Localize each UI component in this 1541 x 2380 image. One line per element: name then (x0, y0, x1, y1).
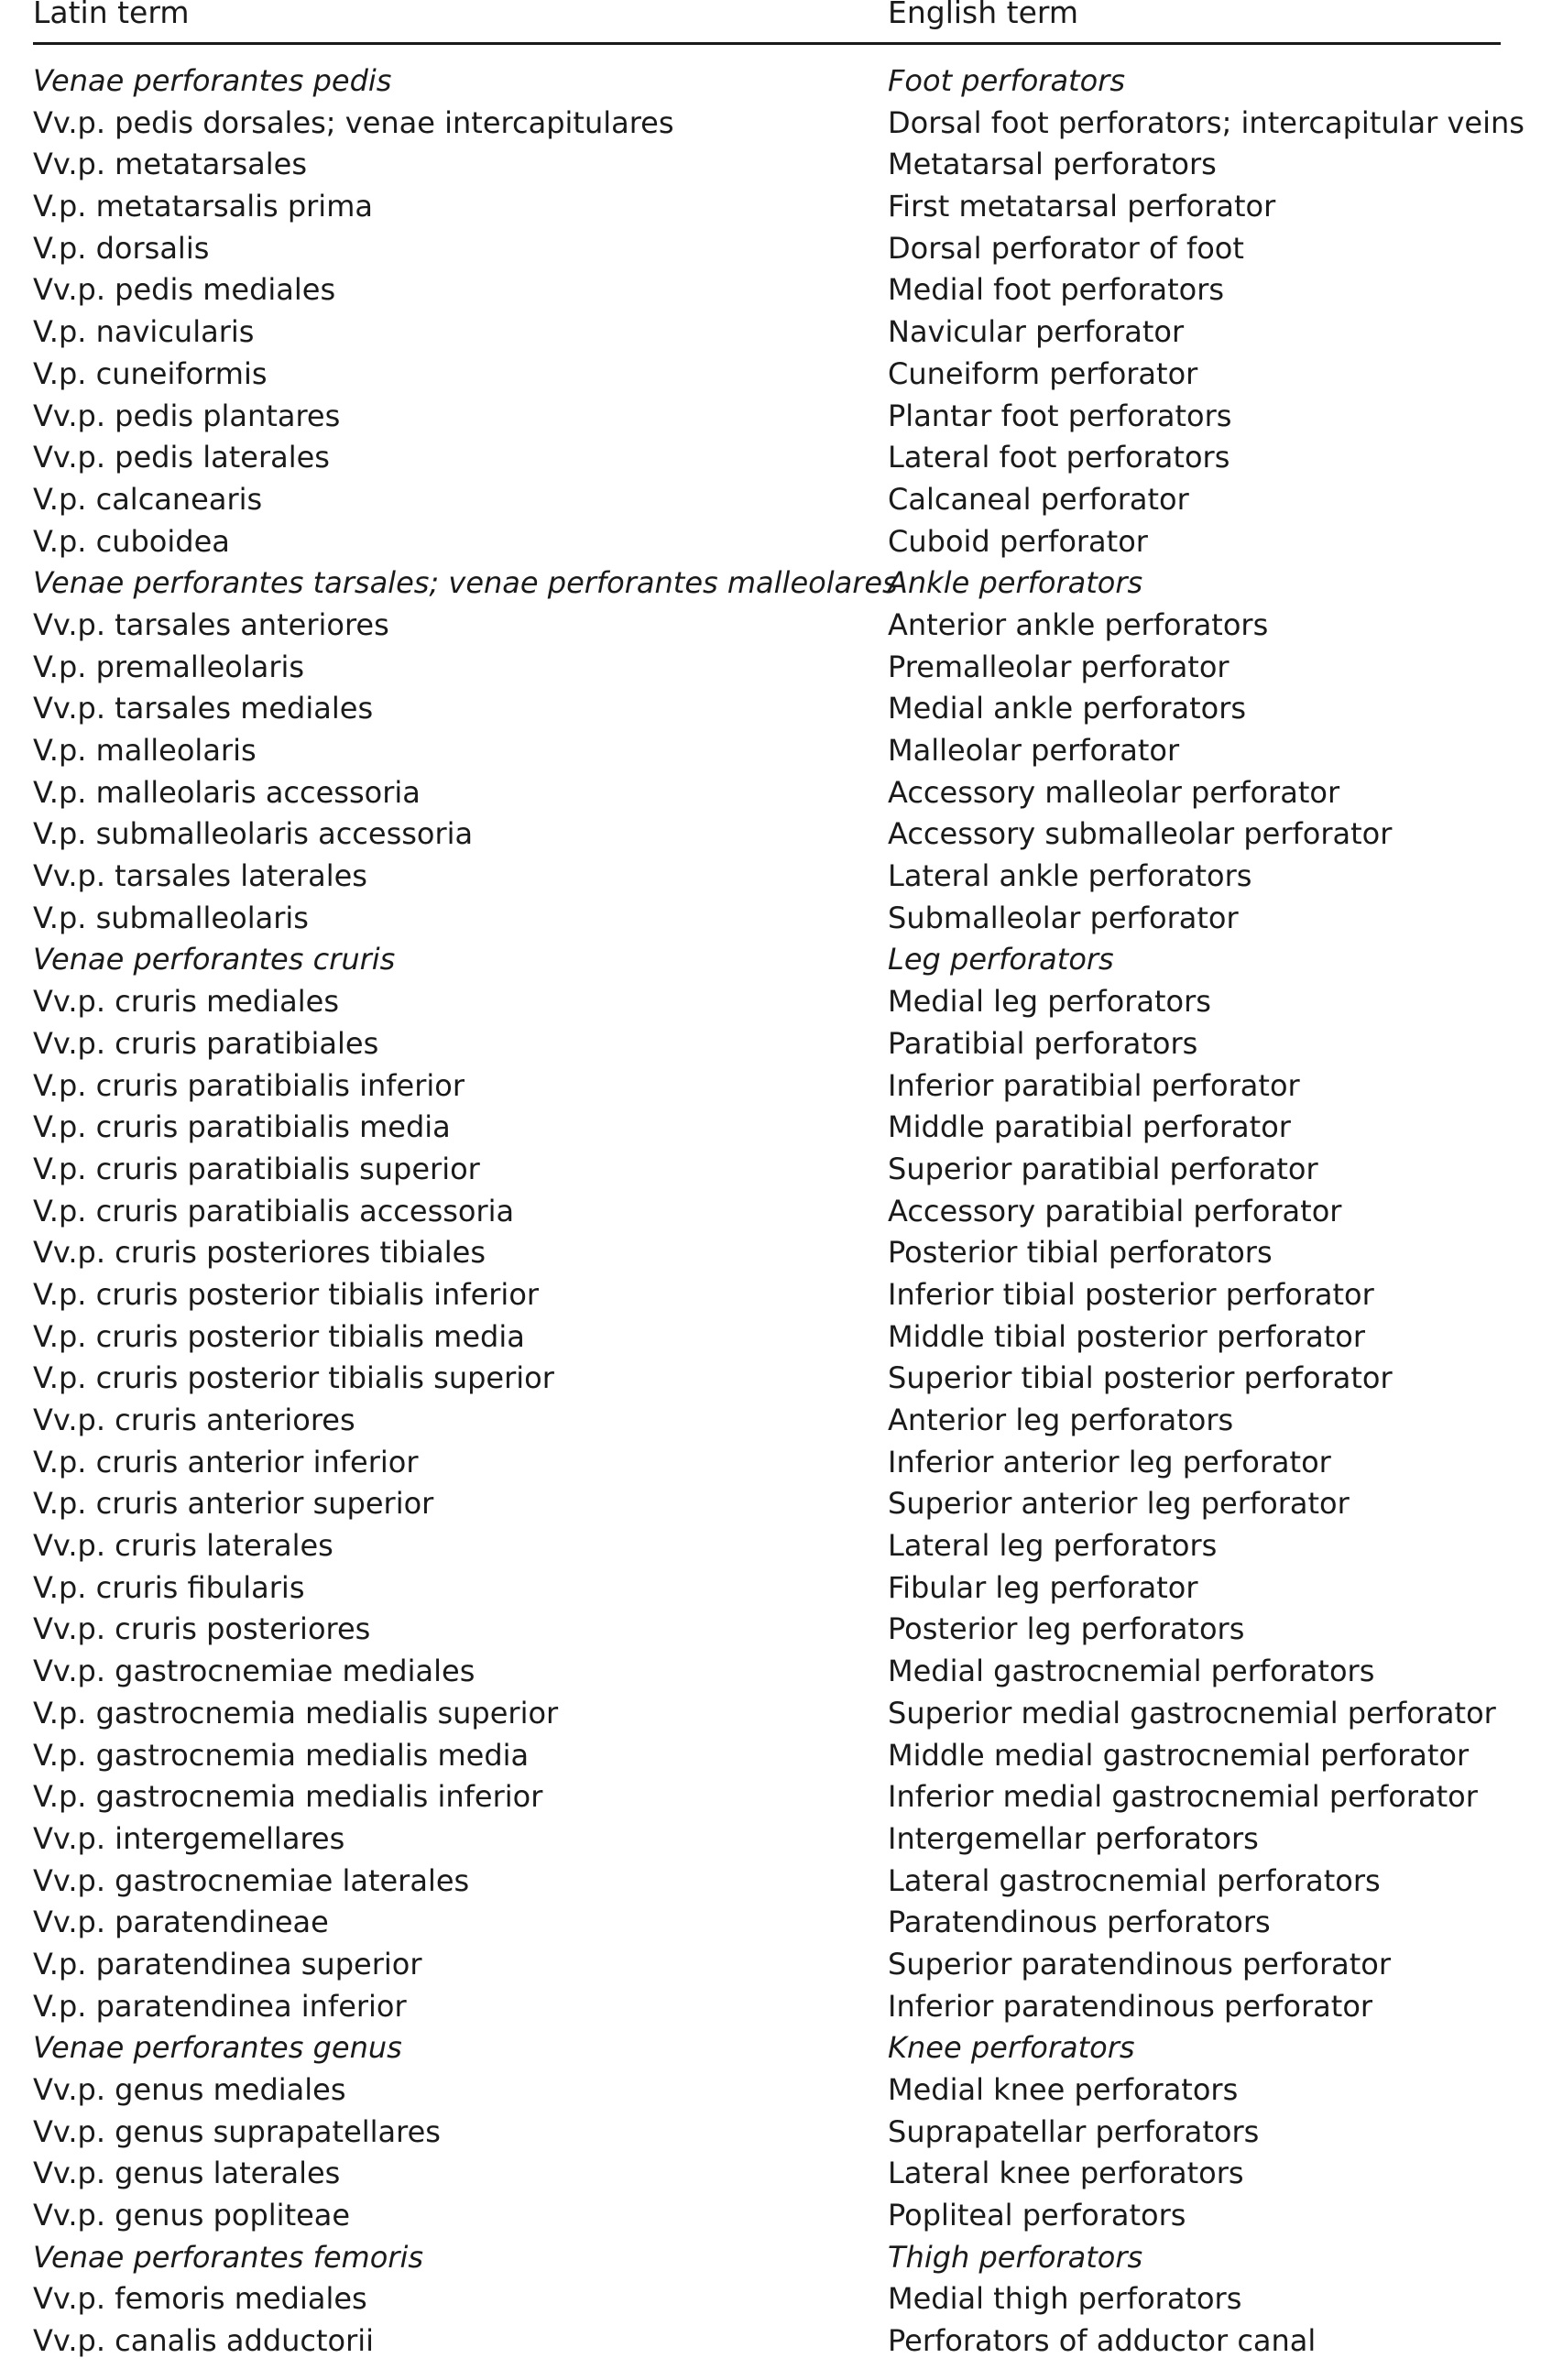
table-row (0, 479, 1541, 521)
table-row (0, 772, 1541, 814)
english-term-cell: Leg perforators (888, 942, 1114, 977)
latin-term-cell: V.p. paratendinea superior (33, 1946, 422, 1982)
latin-term-cell: Vv.p. pedis mediales (33, 272, 336, 308)
latin-term-cell: Vv.p. cruris posteriores tibiales (33, 1235, 486, 1271)
english-term-cell: Posterior tibial perforators (888, 1235, 1273, 1271)
latin-term-cell: Vv.p. cruris anteriores (33, 1403, 355, 1437)
latin-term-cell: Vv.p. pedis laterales (33, 440, 330, 475)
table-row (0, 1693, 1541, 1735)
english-term-cell: Malleolar perforator (888, 733, 1180, 768)
table-row (0, 856, 1541, 898)
header-latin-term: Latin term (33, 0, 190, 30)
english-term-cell: Lateral gastrocnemial perforators (888, 1862, 1381, 1898)
english-term-cell: Accessory malleolar perforator (888, 774, 1340, 810)
table-row (0, 605, 1541, 647)
latin-term-cell: V.p. gastrocnemia medialis media (33, 1737, 530, 1773)
english-term-cell: Perforators of adductor canal (888, 2323, 1317, 2359)
english-term-cell: Middle paratibial perforator (888, 1109, 1291, 1145)
english-term-cell: Calcaneal perforator (888, 481, 1189, 517)
english-term-cell: Inferior anterior leg perforator (888, 1444, 1331, 1479)
english-term-cell: Ankle perforators (888, 565, 1143, 601)
english-term-cell: Anterior ankle perforators (888, 606, 1269, 642)
table-row (0, 1023, 1541, 1065)
table-row (0, 2112, 1541, 2154)
latin-term-cell: V.p. cuboidea (33, 523, 230, 559)
latin-term-cell: V.p. submalleolaris (33, 900, 309, 935)
english-term-cell: Superior anterior leg perforator (888, 1486, 1350, 1522)
table-row (0, 2320, 1541, 2363)
latin-term-cell: V.p. cruris fibularis (33, 1569, 305, 1605)
latin-term-cell: Venae perforantes pedis (33, 63, 392, 98)
latin-term-cell: Vv.p. pedis plantares (33, 398, 341, 433)
english-term-cell: Inferior tibial posterior perforator (888, 1276, 1374, 1312)
table-row (0, 1107, 1541, 1149)
english-term-cell: Lateral ankle perforators (888, 858, 1252, 894)
table-row (0, 311, 1541, 354)
header-divider (33, 42, 1501, 45)
english-term-cell: Lateral leg perforators (888, 1528, 1218, 1564)
latin-term-cell: V.p. calcanearis (33, 481, 263, 517)
english-term-cell: Inferior paratibial perforator (888, 1067, 1300, 1103)
english-term-cell: Plantar foot perforators (888, 398, 1232, 433)
table-row (0, 647, 1541, 689)
table-row (0, 2069, 1541, 2112)
latin-term-cell: Vv.p. tarsales mediales (33, 691, 374, 726)
latin-term-cell: Vv.p. canalis adductorii (33, 2323, 375, 2359)
english-term-cell: Submalleolar perforator (888, 900, 1239, 935)
english-term-cell: First metatarsal perforator (888, 189, 1276, 224)
latin-term-cell: V.p. cruris paratibialis superior (33, 1151, 480, 1186)
english-term-cell: Medial leg perforators (888, 984, 1211, 1020)
latin-term-cell: V.p. submalleolaris accessoria (33, 816, 474, 852)
table-row (0, 1861, 1541, 1903)
table-row (0, 1818, 1541, 1861)
latin-term-cell: V.p. cruris anterior inferior (33, 1444, 419, 1479)
table-row (0, 1316, 1541, 1359)
english-term-cell: Middle tibial posterior perforator (888, 1318, 1365, 1354)
latin-term-cell: Vv.p. genus suprapatellares (33, 2113, 441, 2149)
latin-term-cell: Vv.p. paratendineae (33, 1905, 329, 1940)
english-term-cell: Accessory submalleolar perforator (888, 816, 1393, 852)
latin-term-cell: Vv.p. gastrocnemiae mediales (33, 1654, 475, 1689)
table-row (0, 1232, 1541, 1274)
table-row (0, 269, 1541, 311)
english-term-cell: Medial thigh perforators (888, 2281, 1242, 2317)
latin-term-cell: Vv.p. gastrocnemiae laterales (33, 1862, 470, 1898)
section-row (0, 562, 1541, 605)
english-term-cell: Navicular perforator (888, 314, 1185, 350)
section-row (0, 939, 1541, 981)
english-term-cell: Suprapatellar perforators (888, 2113, 1260, 2149)
table-row (0, 813, 1541, 856)
table-row (0, 1525, 1541, 1567)
english-term-cell: Medial foot perforators (888, 272, 1225, 308)
table-row (0, 1191, 1541, 1233)
latin-term-cell: Vv.p. metatarsales (33, 147, 308, 182)
english-term-cell: Foot perforators (888, 63, 1125, 98)
latin-term-cell: V.p. navicularis (33, 314, 255, 350)
latin-term-cell: V.p. premalleolaris (33, 649, 305, 684)
english-term-cell: Posterior leg perforators (888, 1611, 1245, 1647)
latin-term-cell: V.p. malleolaris accessoria (33, 774, 421, 810)
table-row (0, 1944, 1541, 1986)
english-term-cell: Intergemellar perforators (888, 1820, 1259, 1856)
header-english-term: English term (888, 0, 1079, 30)
table-row (0, 1483, 1541, 1525)
table-row (0, 1442, 1541, 1484)
english-term-cell: Lateral foot perforators (888, 440, 1230, 475)
latin-term-cell: Vv.p. femoris mediales (33, 2281, 367, 2317)
latin-term-cell: Vv.p. genus mediales (33, 2072, 346, 2107)
english-term-cell: Paratendinous perforators (888, 1905, 1271, 1940)
latin-term-cell: V.p. gastrocnemia medialis inferior (33, 1779, 543, 1815)
table-row (0, 228, 1541, 270)
table-row (0, 396, 1541, 438)
table-row (0, 1651, 1541, 1693)
english-term-cell: Medial ankle perforators (888, 691, 1247, 726)
table-row (0, 898, 1541, 940)
table-row (0, 1065, 1541, 1108)
table-row (0, 1358, 1541, 1400)
section-row (0, 2027, 1541, 2069)
latin-term-cell: V.p. cruris posterior tibialis media (33, 1318, 525, 1354)
english-term-cell: Popliteal perforators (888, 2198, 1186, 2233)
latin-term-cell: V.p. cuneiformis (33, 355, 268, 391)
section-row (0, 60, 1541, 103)
table-row (0, 521, 1541, 563)
table-row (0, 1986, 1541, 2028)
table-row (0, 1400, 1541, 1442)
table-row (0, 981, 1541, 1023)
english-term-cell: Paratibial perforators (888, 1025, 1198, 1061)
english-term-cell: Middle medial gastrocnemial perforator (888, 1737, 1470, 1773)
english-term-cell: Dorsal foot perforators; intercapitular veins (888, 104, 1525, 140)
english-term-cell: Superior paratendinous perforator (888, 1946, 1391, 1982)
english-term-cell: Anterior leg perforators (888, 1403, 1234, 1437)
latin-term-cell: Vv.p. tarsales laterales (33, 858, 367, 894)
table-row (0, 437, 1541, 479)
english-term-cell: Accessory paratibial perforator (888, 1193, 1342, 1228)
english-term-cell: Premalleolar perforator (888, 649, 1230, 684)
table-row (0, 1274, 1541, 1316)
latin-term-cell: Venae perforantes femoris (33, 2239, 423, 2275)
table-row (0, 2153, 1541, 2195)
latin-term-cell: Vv.p. genus laterales (33, 2156, 341, 2191)
english-term-cell: Inferior medial gastrocnemial perforator (888, 1779, 1478, 1815)
latin-term-cell: Vv.p. cruris mediales (33, 984, 340, 1020)
latin-term-cell: Vv.p. cruris paratibiales (33, 1025, 379, 1061)
latin-term-cell: V.p. cruris posterior tibialis superior (33, 1360, 554, 1396)
english-term-cell: Medial gastrocnemial perforators (888, 1654, 1375, 1689)
table-row (0, 103, 1541, 145)
latin-term-cell: V.p. metatarsalis prima (33, 189, 373, 224)
latin-term-cell: V.p. dorsalis (33, 230, 210, 266)
english-term-cell: Metatarsal perforators (888, 147, 1217, 182)
latin-term-cell: Venae perforantes tarsales; venae perforantes malleolares (33, 565, 898, 601)
latin-term-cell: V.p. malleolaris (33, 733, 257, 768)
english-term-cell: Inferior paratendinous perforator (888, 1988, 1373, 2024)
table-row (0, 1776, 1541, 1818)
table-header (0, 0, 1541, 42)
latin-term-cell: V.p. cruris paratibialis media (33, 1109, 451, 1145)
latin-term-cell: Vv.p. cruris laterales (33, 1528, 333, 1564)
latin-term-cell: Venae perforantes genus (33, 2030, 402, 2066)
table-row (0, 354, 1541, 396)
table-row (0, 1735, 1541, 1777)
english-term-cell: Thigh perforators (888, 2239, 1143, 2275)
table-row (0, 1149, 1541, 1191)
table-row (0, 1902, 1541, 1944)
latin-term-cell: Vv.p. pedis dorsales; venae intercapitulares (33, 104, 674, 140)
english-term-cell: Fibular leg perforator (888, 1569, 1198, 1605)
latin-term-cell: V.p. gastrocnemia medialis superior (33, 1695, 559, 1730)
latin-term-cell: V.p. cruris posterior tibialis inferior (33, 1276, 540, 1312)
english-term-cell: Superior medial gastrocnemial perforator (888, 1695, 1496, 1730)
section-row (0, 2237, 1541, 2279)
english-term-cell: Cuboid perforator (888, 523, 1148, 559)
latin-term-cell: Venae perforantes cruris (33, 942, 396, 977)
table-row (0, 1567, 1541, 1610)
table-row (0, 688, 1541, 730)
english-term-cell: Lateral knee perforators (888, 2156, 1244, 2191)
latin-term-cell: V.p. cruris paratibialis inferior (33, 1067, 464, 1103)
english-term-cell: Superior paratibial perforator (888, 1151, 1318, 1186)
table-row (0, 1609, 1541, 1651)
english-term-cell: Knee perforators (888, 2030, 1135, 2066)
table-body (0, 60, 1541, 2363)
table-row (0, 144, 1541, 186)
table-row (0, 2195, 1541, 2237)
latin-term-cell: Vv.p. genus popliteae (33, 2198, 351, 2233)
latin-term-cell: V.p. paratendinea inferior (33, 1988, 407, 2024)
latin-term-cell: Vv.p. cruris posteriores (33, 1611, 371, 1647)
latin-term-cell: Vv.p. tarsales anteriores (33, 606, 389, 642)
latin-term-cell: Vv.p. intergemellares (33, 1820, 345, 1856)
table-row (0, 186, 1541, 228)
latin-term-cell: V.p. cruris anterior superior (33, 1486, 434, 1522)
table-row (0, 2278, 1541, 2320)
english-term-cell: Superior tibial posterior perforator (888, 1360, 1393, 1396)
english-term-cell: Medial knee perforators (888, 2072, 1239, 2107)
table-row (0, 730, 1541, 772)
latin-term-cell: V.p. cruris paratibialis accessoria (33, 1193, 515, 1228)
english-term-cell: Cuneiform perforator (888, 355, 1198, 391)
english-term-cell: Dorsal perforator of foot (888, 230, 1244, 266)
